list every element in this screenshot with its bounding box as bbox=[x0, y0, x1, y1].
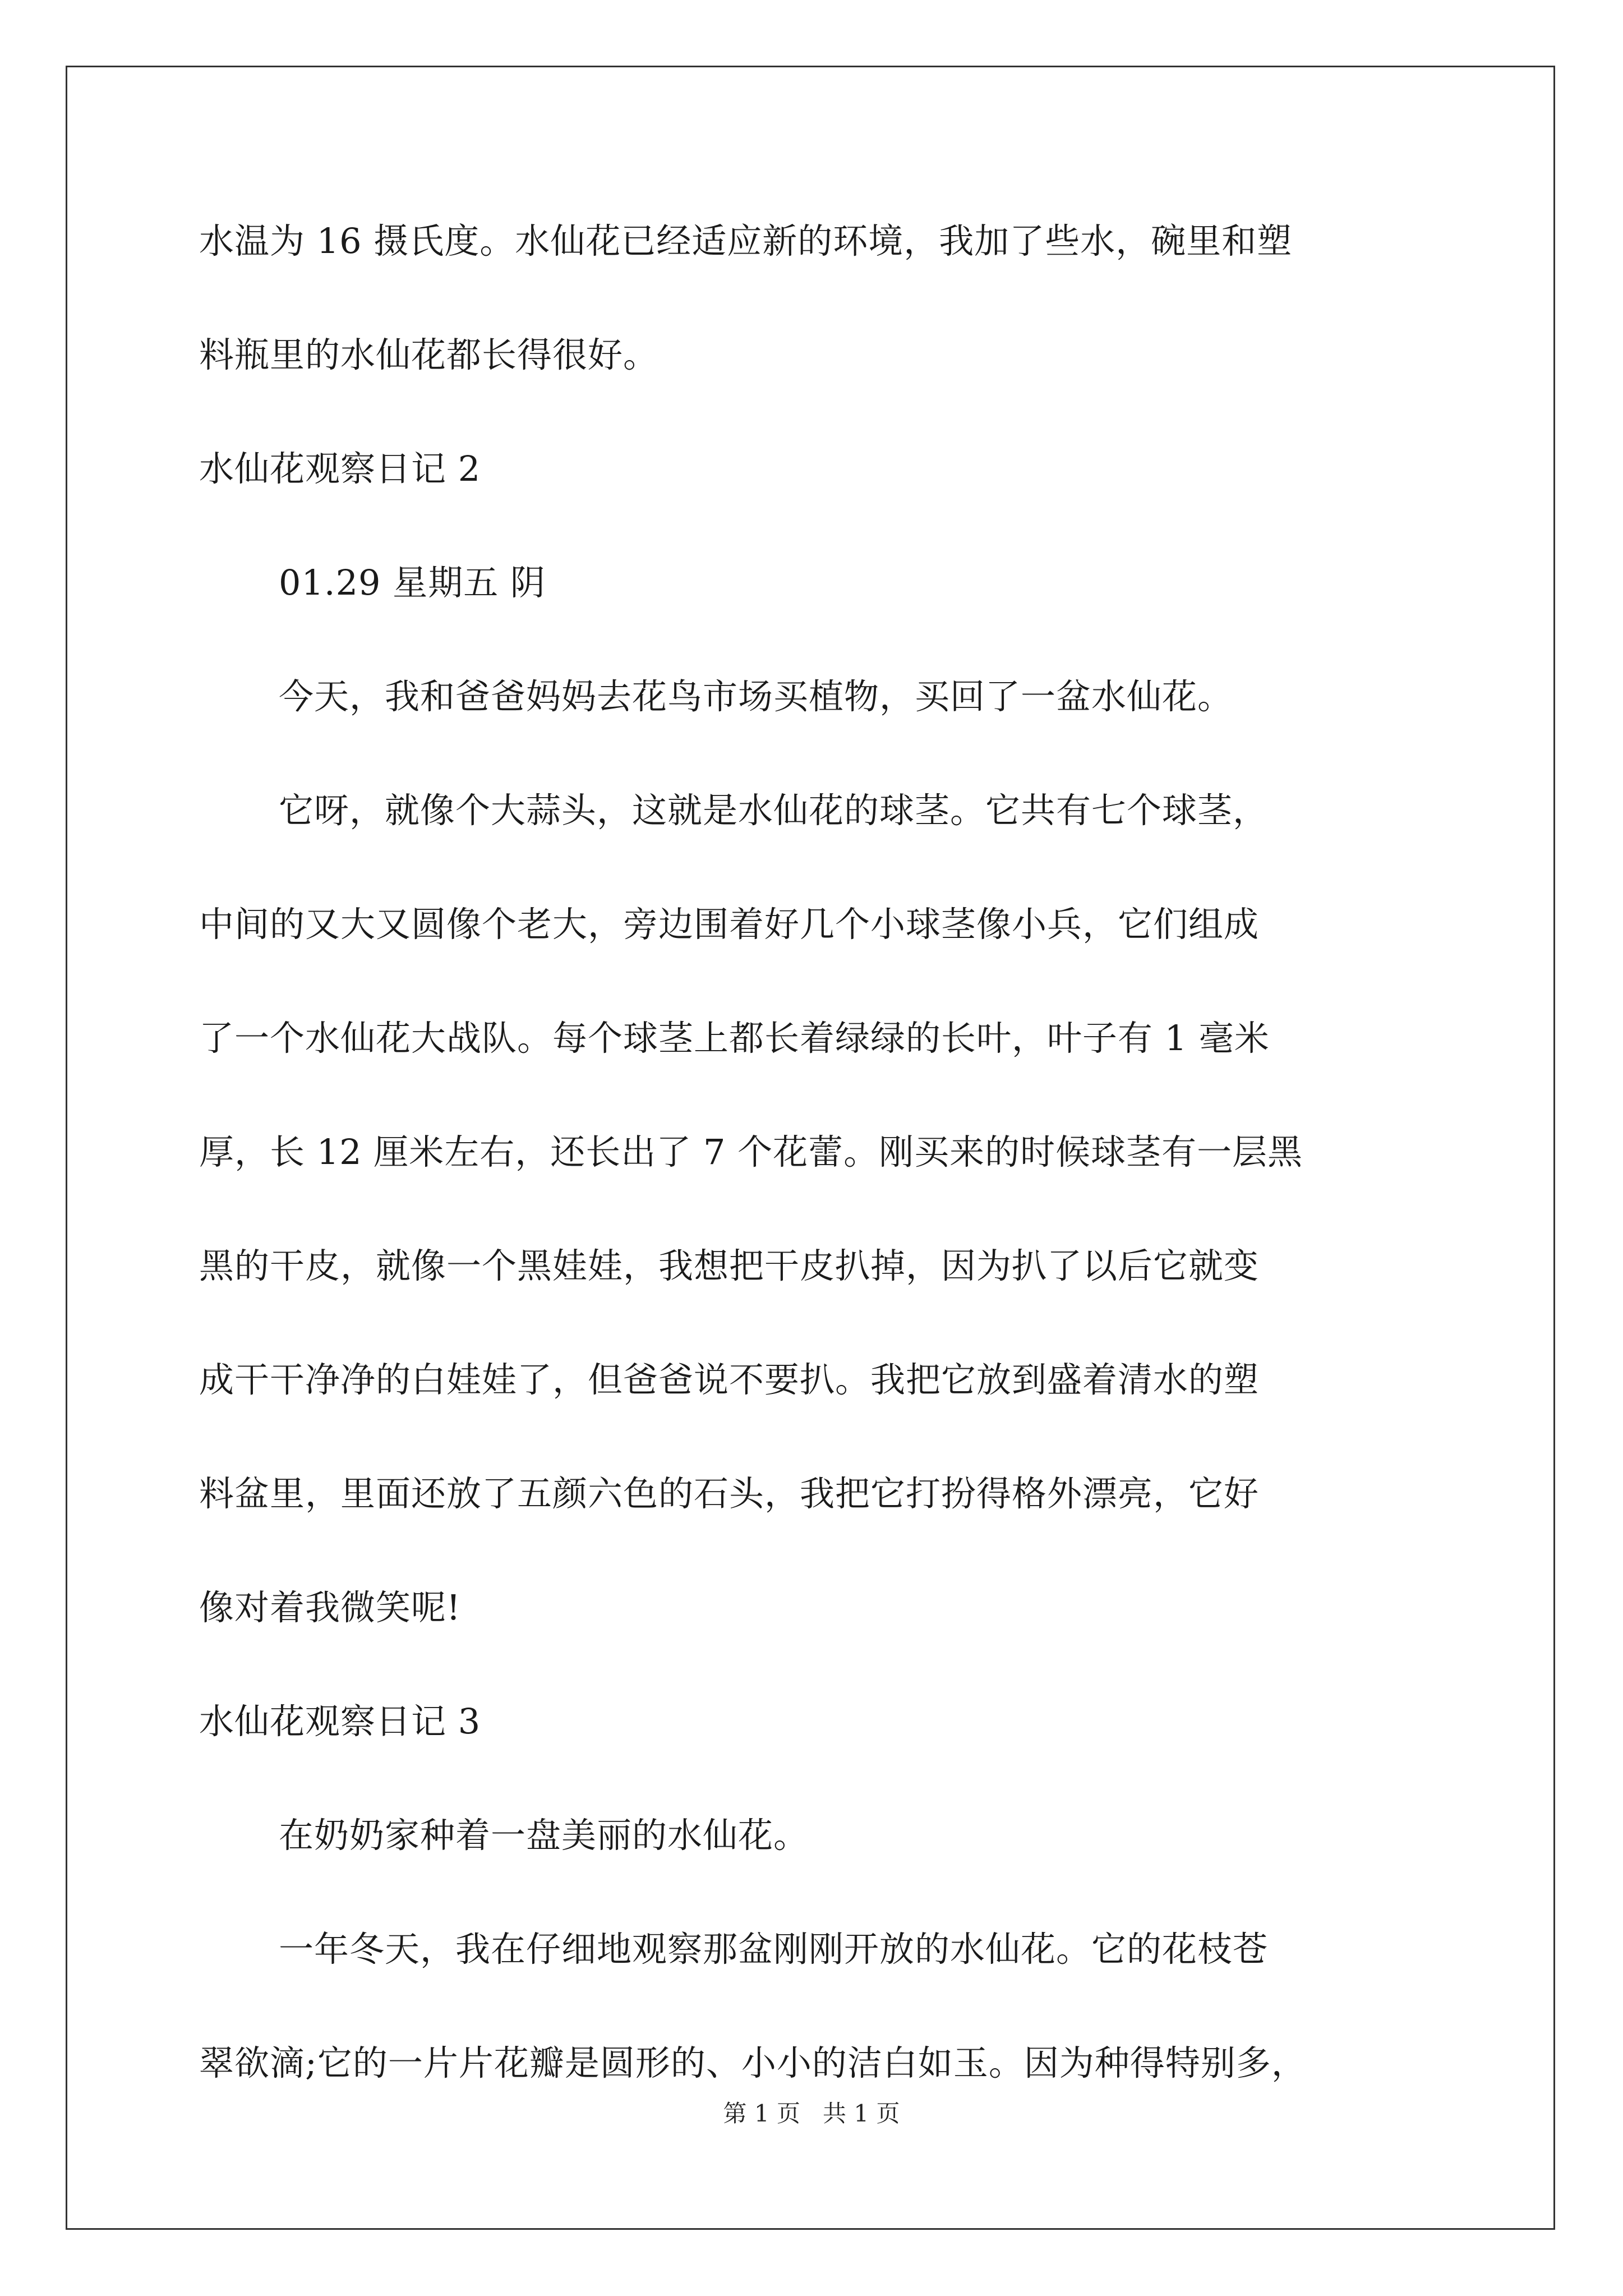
text-line: 它呀，就像个大蒜头，这就是水仙花的球茎。它共有七个球茎， bbox=[279, 790, 1269, 831]
text-line: 水温为 16 摄氏度。水仙花已经适应新的环境，我加了些水，碗里和塑 bbox=[199, 220, 1293, 261]
diary-date-line: 01.29 星期五 阴 bbox=[279, 562, 546, 603]
text-line: 像对着我微笑呢! bbox=[199, 1587, 461, 1628]
section-heading: 水仙花观察日记 3 bbox=[199, 1701, 481, 1742]
page-footer: 第 1 页 共 1 页 bbox=[723, 2100, 900, 2127]
text-line: 了一个水仙花大战队。每个球茎上都长着绿绿的长叶，叶子有 1 毫米 bbox=[199, 1018, 1270, 1059]
text-line: 料盆里，里面还放了五颜六色的石头，我把它打扮得格外漂亮，它好 bbox=[199, 1473, 1260, 1514]
text-line: 厚，长 12 厘米左右，还长出了 7 个花蕾。刚买来的时候球茎有一层黑 bbox=[199, 1131, 1303, 1172]
document-body bbox=[199, 213, 1430, 2149]
text-line: 在奶奶家种着一盘美丽的水仙花。 bbox=[279, 1815, 809, 1856]
text-line: 黑的干皮，就像一个黑娃娃，我想把干皮扒掉，因为扒了以后它就变 bbox=[199, 1245, 1260, 1286]
text-line: 今天，我和爸爸妈妈去花鸟市场买植物，买回了一盆水仙花。 bbox=[279, 676, 1233, 717]
text-line: 成干干净净的白娃娃了，但爸爸说不要扒。我把它放到盛着清水的塑 bbox=[199, 1359, 1260, 1400]
text-line: 一年冬天，我在仔细地观察那盆刚刚开放的水仙花。它的花枝苍 bbox=[279, 1929, 1269, 1970]
text-line: 中间的又大又圆像个老大，旁边围着好几个小球茎像小兵，它们组成 bbox=[199, 904, 1260, 945]
section-heading: 水仙花观察日记 2 bbox=[199, 448, 481, 489]
text-line: 翠欲滴;它的一片片花瓣是圆形的、小小的洁白如玉。因为种得特别多， bbox=[199, 2042, 1307, 2083]
text-line: 料瓶里的水仙花都长得很好。 bbox=[199, 334, 659, 375]
